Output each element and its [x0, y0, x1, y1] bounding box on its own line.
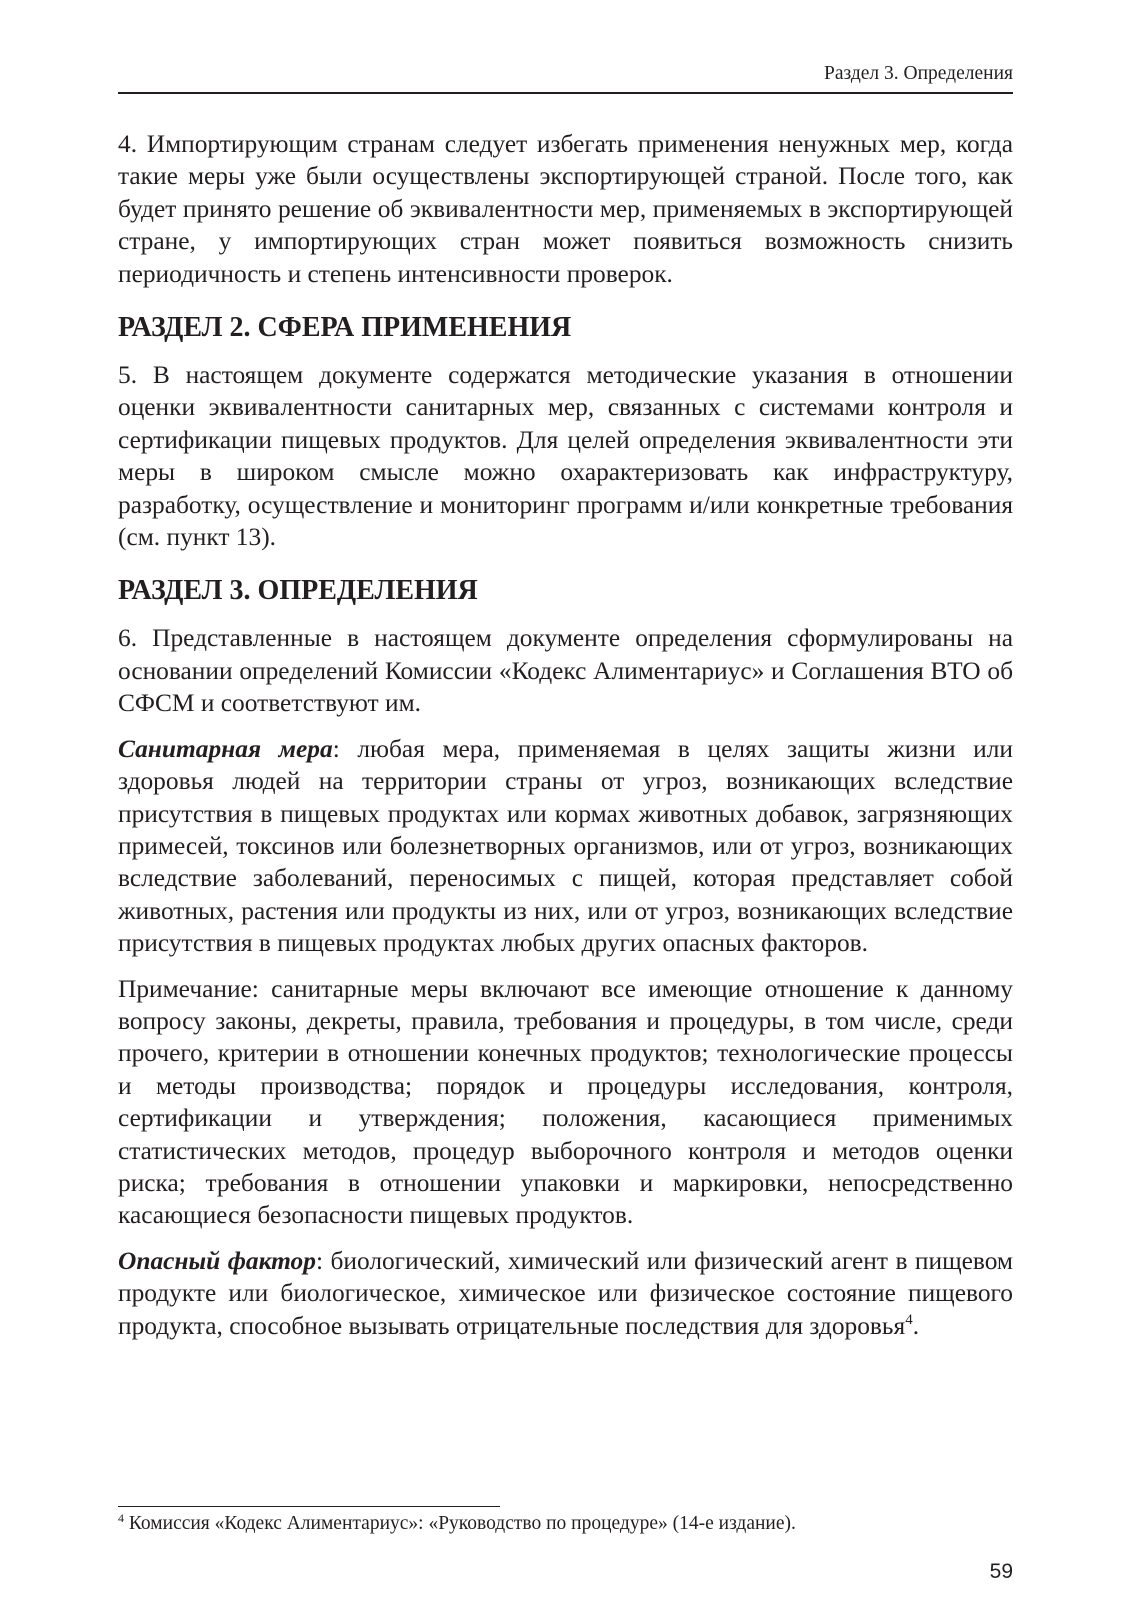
footnote-reference: 4: [905, 1311, 913, 1328]
definition-text: : биологический, химический или физический агент в пищевом продукте или биологическое, химическое или физическое состояние пищевого продукта, способное вызывать отрицательные последствия для здоровья: [118, 1246, 1013, 1340]
definition-text: : любая мера, применяемая в целях защиты жизни или здоровья людей на территории страны от угроз, возникающих вследствие присутствия в пищевых продуктах или кормах животных добавок, загрязняющих примесей, токсинов или болезнетворных организмов, или от угроз, возникающих вследствие заболеваний, переносимых с пищей, которая представляет собой животных, растения или продукты из них, или от угроз, возникающих вследствие присутствия в пищевых продуктах любых других опасных факторов.: [118, 734, 1014, 958]
footnote-text: Комиссия «Кодекс Алиментариус»: «Руководство по процедуре» (14-е издание).: [124, 1513, 796, 1534]
paragraph-5: 5. В настоящем документе содержатся методические указания в отношении оценки эквивалентности санитарных мер, связанных с системами контроля и сертификации пищевых продуктов. Для целей определения эквивалентности эти меры в широком смысле можно охарактеризовать как инфраструктуру, разработку, осуществление и мониторинг программ и/или конкретные требования (см. пункт 13).: [118, 361, 1013, 552]
page-number: 59: [989, 1560, 1013, 1583]
header-divider: [118, 92, 1013, 94]
definition-term: Санитарная мера: [118, 734, 333, 763]
definition-sanitary-measure: [118, 733, 1013, 960]
page-body: [118, 128, 1013, 1342]
definition-hazard: [118, 1245, 1013, 1342]
paragraph-6: 6. Представленные в настоящем документе определения сформулированы на основании определений Комиссии «Кодекс Алиментариус» и Соглашения ВТО об СФСМ и соответствуют им.: [118, 624, 1013, 718]
section-3-heading: РАЗДЕЛ 3. ОПРЕДЕЛЕНИЯ: [118, 575, 478, 607]
footnote: [118, 1512, 1013, 1536]
note-paragraph: Примечание: санитарные меры включают все имеющие отношение к данному вопросу законы, декреты, правила, требования и процедуры, в том числе, среди прочего, критерии в отношении конечных продуктов; технологические процессы и методы производства; порядок и процедуры исследования, контроля, сертификации и утверждения; положения, касающиеся применимых статистических методов, процедур выборочного контроля и методов оценки риска; требования в отношении упаковки и маркировки, непосредственно касающиеся безопасности пищевых продуктов.: [118, 974, 1013, 1230]
footnote-divider: [118, 1506, 500, 1507]
section-2-heading: РАЗДЕЛ 2. СФЕРА ПРИМЕНЕНИЯ: [118, 312, 572, 344]
running-header: Раздел 3. Определения: [823, 63, 1013, 84]
footnote-marker: 4: [118, 1511, 124, 1525]
definition-term: Опасный фактор: [118, 1246, 316, 1275]
paragraph-4: 4. Импортирующим странам следует избегать применения ненужных мер, когда такие меры уже были осуществлены экспортирующей страной. После того, как будет принято решение об эквивалентности мер, применяемых в экспортирующей стране, у импортирующих стран может появиться возможность снизить периодичность и степень интенсивности проверок.: [118, 130, 1013, 288]
definition-end: .: [912, 1311, 920, 1340]
